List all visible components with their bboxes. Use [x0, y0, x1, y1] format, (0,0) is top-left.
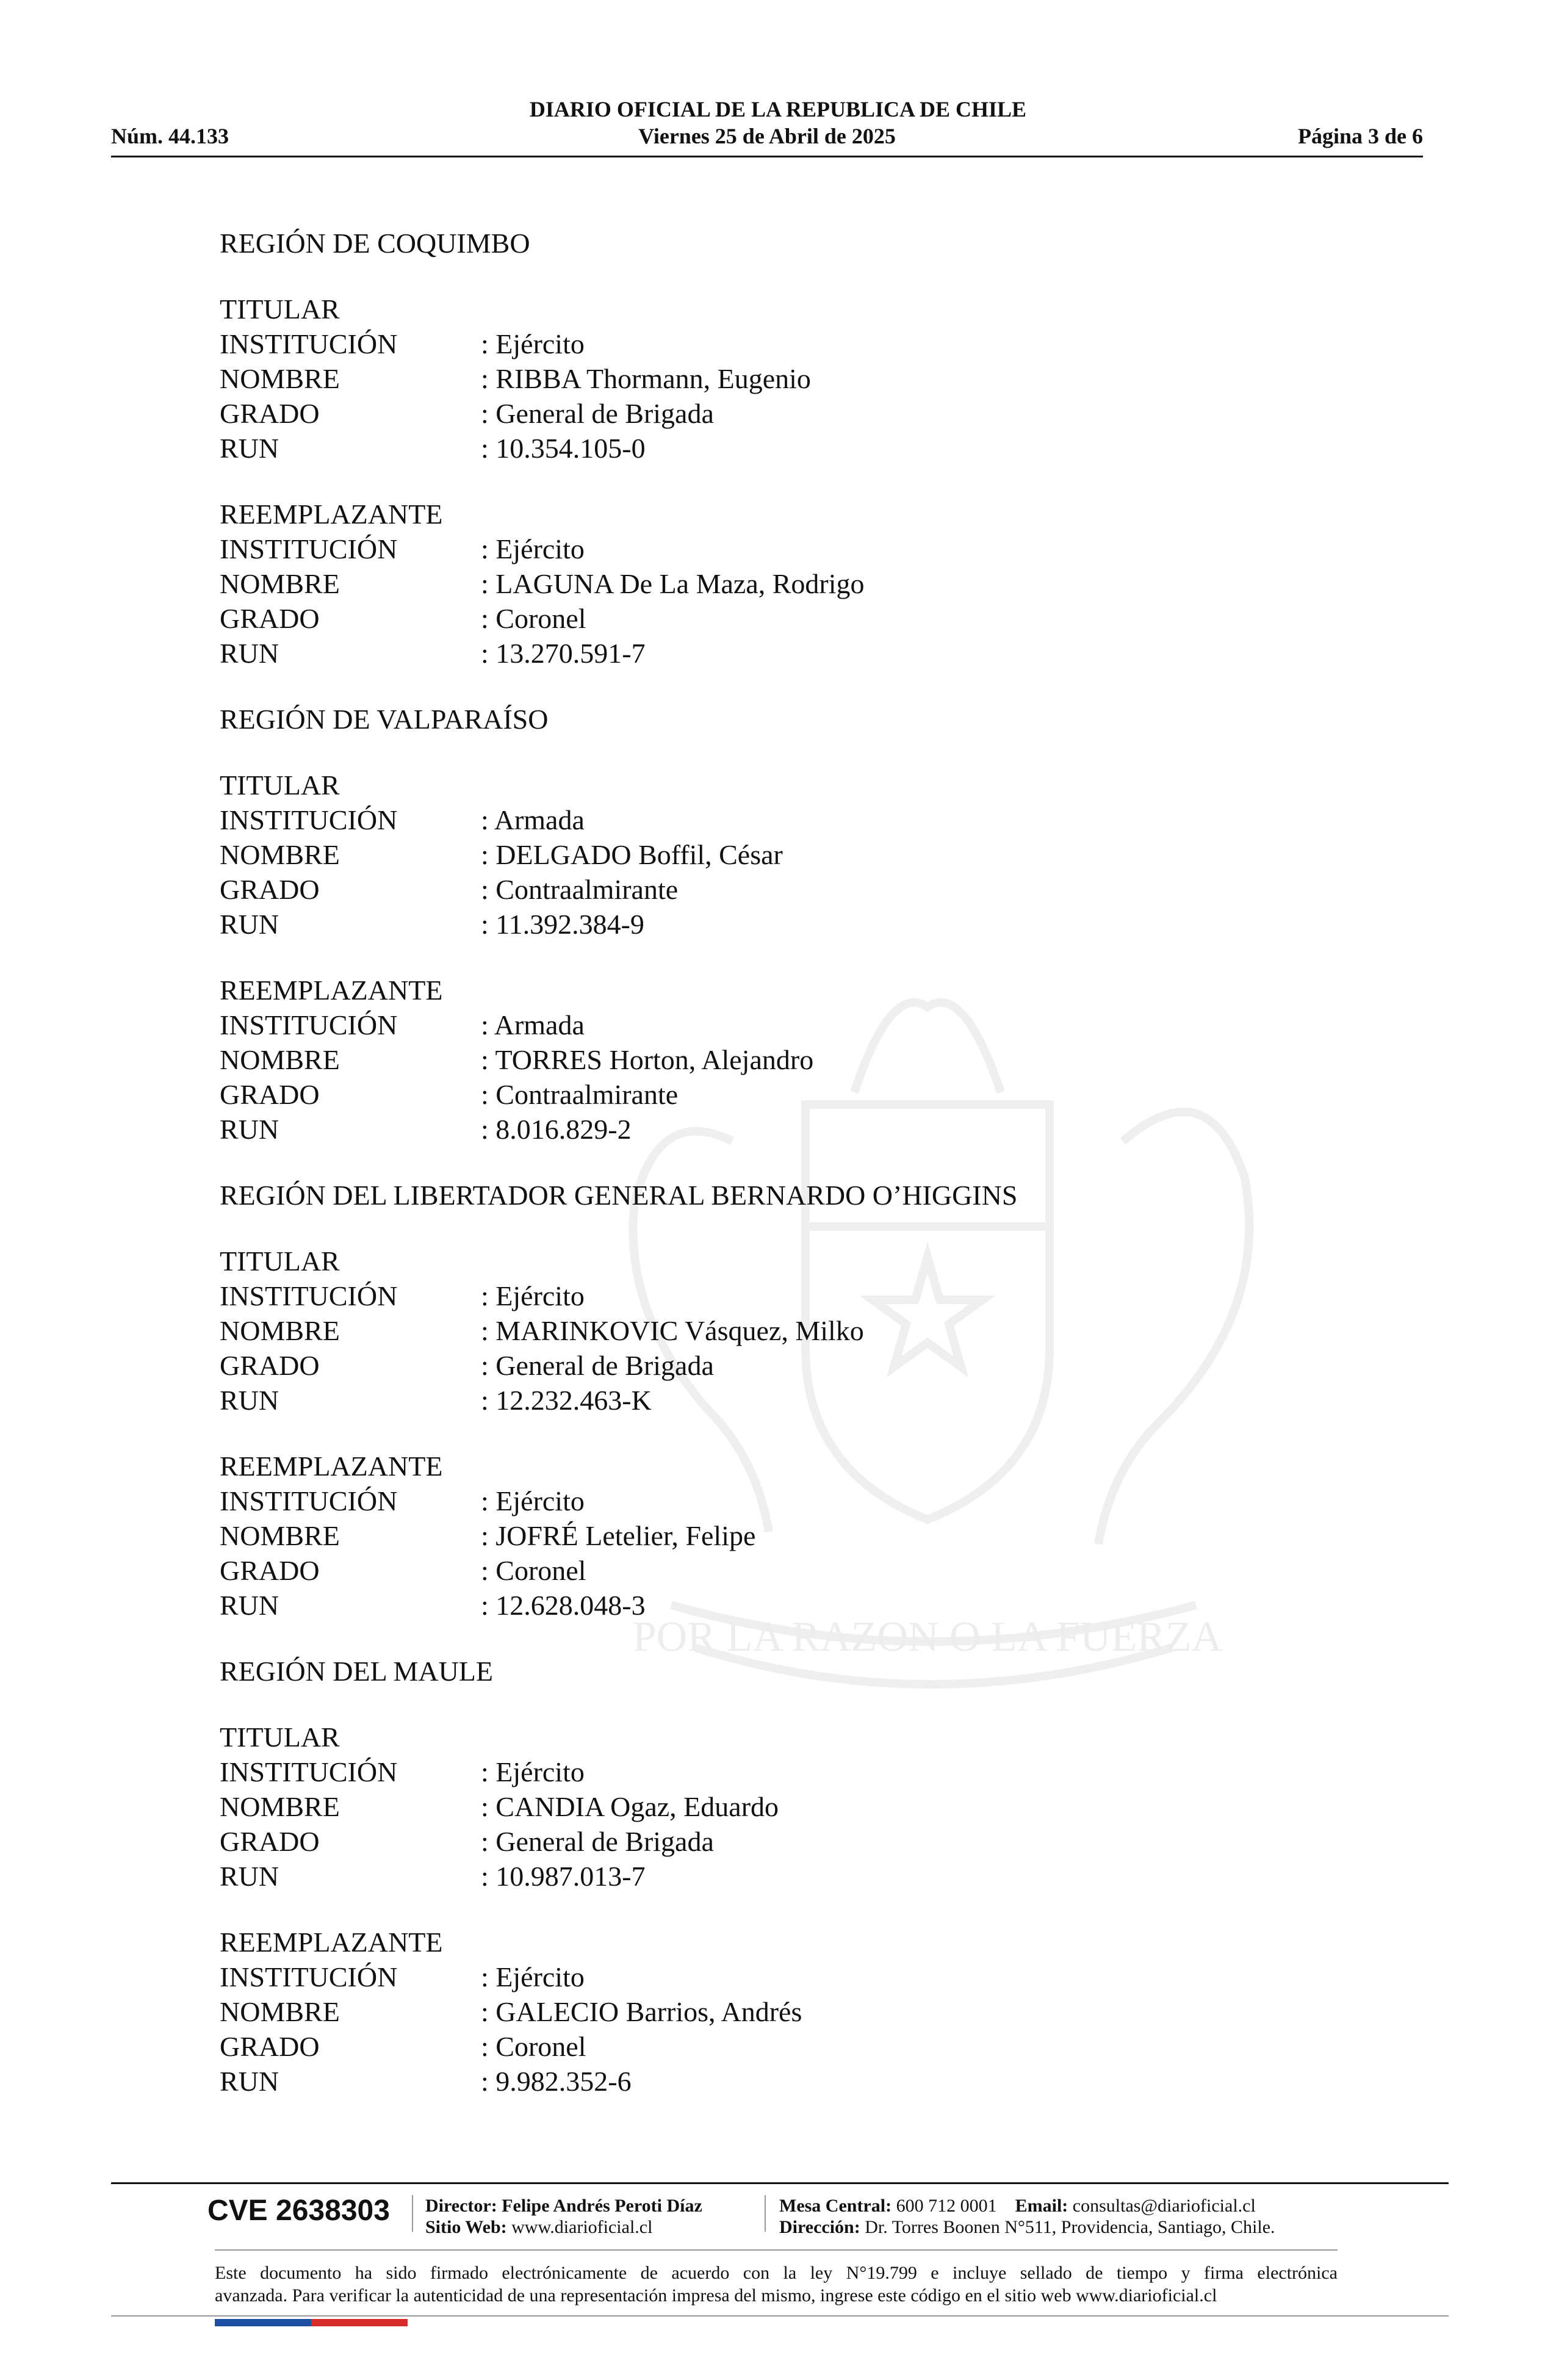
field-label: NOMBRE — [220, 1044, 340, 1075]
field-institucion — [220, 1960, 1379, 1994]
field-value: : 10.354.105-0 — [481, 433, 646, 464]
field-grado — [220, 2029, 1379, 2064]
flag-stripe-blue — [215, 2319, 311, 2326]
field-institucion — [220, 326, 1379, 361]
region-title: REGIÓN DE COQUIMBO — [220, 228, 530, 259]
field-label: GRADO — [220, 1350, 320, 1381]
field-run — [220, 2064, 1379, 2099]
titular-group — [220, 768, 1379, 942]
field-value: : Ejército — [481, 1961, 585, 1992]
field-institucion — [220, 532, 1379, 566]
titular-group — [220, 1720, 1379, 1894]
field-run — [220, 1383, 1379, 1418]
field-value: : GALECIO Barrios, Andrés — [481, 1996, 802, 2027]
field-institucion — [220, 1008, 1379, 1042]
field-label: NOMBRE — [220, 568, 340, 599]
field-institucion — [220, 802, 1379, 837]
field-value: : General de Brigada — [481, 1826, 714, 1857]
signature-notice-line: avanzada. Para verificar la autenticidad de una representación impresa del mismo, ingrese este código en el sitio web www.diarioficial.cl — [215, 2285, 1217, 2306]
field-label: INSTITUCIÓN — [220, 1961, 398, 1992]
role-label: TITULAR — [220, 770, 340, 801]
signature-notice-line: Este documento ha sido firmado electrónicamente de acuerdo con la ley N°19.799 e incluye sellado de tiempo y firma electrónica — [215, 2263, 1338, 2283]
phone-label: Mesa Central: — [779, 2196, 892, 2216]
field-institucion — [220, 1278, 1379, 1313]
field-value: : Coronel — [481, 603, 586, 634]
field-value: : Coronel — [481, 1555, 586, 1586]
region-block — [220, 226, 1379, 671]
issue-number: Núm. 44.133 — [111, 124, 229, 148]
field-label: GRADO — [220, 1826, 320, 1857]
field-nombre — [220, 361, 1379, 396]
address-value: Dr. Torres Boonen N°511, Providencia, Santiago, Chile. — [865, 2217, 1275, 2237]
field-value: : Armada — [481, 1009, 585, 1040]
footer-divider — [111, 2182, 1449, 2184]
field-run — [220, 1588, 1379, 1623]
field-value: : 12.232.463-K — [481, 1385, 652, 1416]
field-label: RUN — [220, 433, 279, 464]
field-label: GRADO — [220, 1079, 320, 1110]
signature-notice — [215, 2262, 1338, 2307]
field-value: : Ejército — [481, 1485, 585, 1516]
region-title: REGIÓN DE VALPARAÍSO — [220, 704, 549, 735]
email-link[interactable]: consultas@diarioficial.cl — [1072, 2196, 1256, 2216]
field-value: : DELGADO Boffil, César — [481, 839, 783, 870]
field-label: GRADO — [220, 603, 320, 634]
field-nombre — [220, 1994, 1379, 2029]
field-value: : RIBBA Thormann, Eugenio — [481, 363, 811, 394]
field-run — [220, 1859, 1379, 1894]
field-label: INSTITUCIÓN — [220, 1280, 398, 1311]
newspaper-title: DIARIO OFICIAL DE LA REPUBLICA DE CHILE — [529, 97, 1027, 121]
field-label: GRADO — [220, 398, 320, 429]
field-grado — [220, 1348, 1379, 1383]
field-nombre — [220, 837, 1379, 872]
field-run — [220, 636, 1379, 671]
field-value: : Ejército — [481, 1280, 585, 1311]
field-run — [220, 1112, 1379, 1147]
field-value: : 8.016.829-2 — [481, 1114, 632, 1145]
field-grado — [220, 1553, 1379, 1588]
website-label: Sitio Web: — [425, 2217, 507, 2237]
role-label: REEMPLAZANTE — [220, 499, 443, 530]
field-value: : Contraalmirante — [481, 874, 679, 905]
header-row — [111, 123, 1423, 150]
field-label: RUN — [220, 1861, 279, 1892]
region-title: REGIÓN DEL LIBERTADOR GENERAL BERNARDO O’HIGGINS — [220, 1180, 1018, 1211]
field-value: : 13.270.591-7 — [481, 638, 646, 669]
field-value: : Ejército — [481, 533, 585, 564]
field-grado — [220, 872, 1379, 907]
field-value: : 9.982.352-6 — [481, 2066, 632, 2097]
field-value: : Contraalmirante — [481, 1079, 679, 1110]
field-label: NOMBRE — [220, 839, 340, 870]
field-value: : Ejército — [481, 328, 585, 359]
field-nombre — [220, 1518, 1379, 1553]
field-value: : General de Brigada — [481, 1350, 714, 1381]
role-label: REEMPLAZANTE — [220, 975, 443, 1006]
field-grado — [220, 1824, 1379, 1859]
field-nombre — [220, 1042, 1379, 1077]
page-number: Página 3 de 6 — [1297, 124, 1423, 148]
field-label: NOMBRE — [220, 1315, 340, 1346]
field-value: : General de Brigada — [481, 398, 714, 429]
field-label: INSTITUCIÓN — [220, 328, 398, 359]
field-grado — [220, 396, 1379, 431]
director-name: Felipe Andrés Peroti Díaz — [502, 2196, 702, 2216]
field-label: INSTITUCIÓN — [220, 804, 398, 835]
footer-contact-block — [779, 2195, 1275, 2238]
watermark-motto: POR LA RAZON O LA FUERZA — [632, 1614, 1223, 1661]
field-label: INSTITUCIÓN — [220, 1756, 398, 1787]
field-value: : 11.392.384-9 — [481, 909, 644, 940]
field-label: RUN — [220, 1114, 279, 1145]
role-label: REEMPLAZANTE — [220, 1927, 443, 1958]
field-run — [220, 907, 1379, 942]
footer-director-block — [425, 2195, 702, 2238]
field-label: GRADO — [220, 2031, 320, 2062]
titular-group — [220, 292, 1379, 466]
field-value: : Coronel — [481, 2031, 586, 2062]
field-value: : Armada — [481, 804, 585, 835]
role-label: TITULAR — [220, 1722, 340, 1753]
field-label: RUN — [220, 1385, 279, 1416]
field-label: RUN — [220, 909, 279, 940]
field-label: INSTITUCIÓN — [220, 533, 398, 564]
region-title: REGIÓN DEL MAULE — [220, 1656, 494, 1687]
role-label: TITULAR — [220, 294, 340, 325]
reemplazante-group — [220, 497, 1379, 671]
field-value: : TORRES Horton, Alejandro — [481, 1044, 814, 1075]
reemplazante-group — [220, 973, 1379, 1147]
address-label: Dirección: — [779, 2217, 860, 2237]
document-body — [220, 226, 1379, 2130]
footer-inner-divider — [215, 2249, 1338, 2251]
region-block — [220, 702, 1379, 1147]
footer-separator — [412, 2195, 413, 2232]
footer-separator — [765, 2195, 766, 2232]
field-label: GRADO — [220, 874, 320, 905]
field-label: RUN — [220, 638, 279, 669]
field-grado — [220, 1077, 1379, 1112]
field-label: NOMBRE — [220, 363, 340, 394]
field-value: : 12.628.048-3 — [481, 1590, 646, 1621]
field-nombre — [220, 566, 1379, 601]
field-institucion — [220, 1484, 1379, 1518]
field-label: NOMBRE — [220, 1791, 340, 1822]
field-value: : CANDIA Ogaz, Eduardo — [481, 1791, 779, 1822]
field-label: NOMBRE — [220, 1996, 340, 2027]
field-run — [220, 431, 1379, 466]
field-institucion — [220, 1754, 1379, 1789]
field-value: : LAGUNA De La Maza, Rodrigo — [481, 568, 865, 599]
field-value: : Ejército — [481, 1756, 585, 1787]
reemplazante-group — [220, 1925, 1379, 2099]
field-label: NOMBRE — [220, 1520, 340, 1551]
flag-stripe-red — [311, 2319, 408, 2326]
issue-date: Viernes 25 de Abril de 2025 — [638, 124, 896, 148]
titular-group — [220, 1244, 1379, 1418]
field-value: : 10.987.013-7 — [481, 1861, 646, 1892]
field-label: RUN — [220, 1590, 279, 1621]
field-label: INSTITUCIÓN — [220, 1485, 398, 1516]
field-grado — [220, 601, 1379, 636]
field-label: INSTITUCIÓN — [220, 1009, 398, 1040]
director-label: Director: — [425, 2196, 497, 2216]
footer-bottom-divider — [111, 2315, 1449, 2317]
header-divider — [111, 156, 1423, 157]
field-value: : MARINKOVIC Vásquez, Milko — [481, 1315, 864, 1346]
role-label: TITULAR — [220, 1246, 340, 1277]
region-block — [220, 1178, 1379, 1623]
field-nombre — [220, 1313, 1379, 1348]
field-nombre — [220, 1789, 1379, 1824]
cve-code: CVE 2638303 — [207, 2194, 390, 2227]
field-label: RUN — [220, 2066, 279, 2097]
email-label: Email: — [1015, 2196, 1068, 2216]
region-block — [220, 1654, 1379, 2099]
field-label: GRADO — [220, 1555, 320, 1586]
field-value: : JOFRÉ Letelier, Felipe — [481, 1520, 756, 1551]
website-link[interactable]: www.diarioficial.cl — [511, 2217, 653, 2237]
role-label: REEMPLAZANTE — [220, 1451, 443, 1482]
reemplazante-group — [220, 1449, 1379, 1623]
phone-number: 600 712 0001 — [896, 2196, 997, 2216]
